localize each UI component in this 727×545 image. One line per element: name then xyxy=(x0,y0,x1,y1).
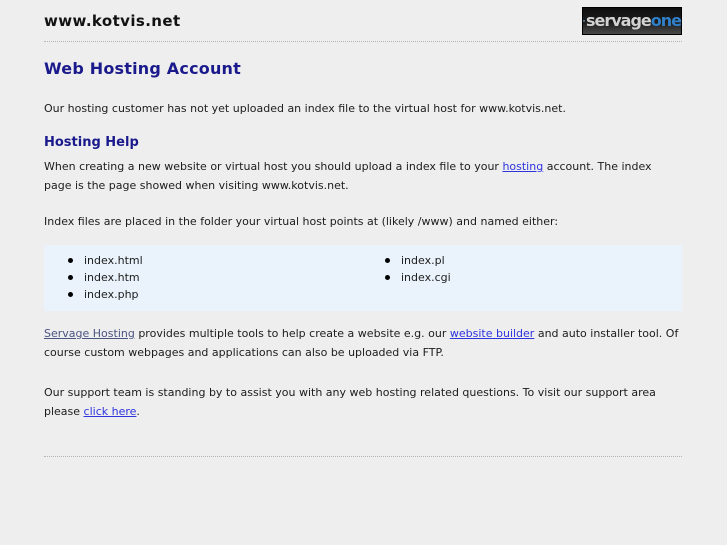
header xyxy=(44,0,682,41)
servage-one-logo[interactable] xyxy=(582,7,682,35)
logo-text-servage: servage xyxy=(585,10,651,30)
index-files-list-right xyxy=(385,252,451,303)
tools-text-middle1: provides multiple tools to help create a website e.g. our xyxy=(134,327,450,340)
bullet-icon xyxy=(68,275,73,280)
bullet-icon xyxy=(385,258,390,263)
hosting-help-heading: Hosting Help xyxy=(44,135,139,150)
file-name: index.pl xyxy=(401,254,445,267)
index-files-box xyxy=(44,245,682,311)
globe-icon xyxy=(583,11,585,31)
servage-hosting-link[interactable]: Servage Hosting xyxy=(44,327,135,340)
tools-text-middle2: and auto installer tool. Of course custom webpages and applications can also be uploaded via FTP. xyxy=(44,327,679,359)
help-text-after: account. The index page is the page showed when visiting www.kotvis.net. xyxy=(44,160,652,192)
click-here-link[interactable]: click here xyxy=(83,405,137,418)
page-title: Web Hosting Account xyxy=(44,59,241,78)
footer-divider xyxy=(44,456,682,457)
header-divider xyxy=(44,41,682,42)
help-text xyxy=(44,157,682,195)
list-item xyxy=(385,269,451,286)
list-item xyxy=(385,252,451,269)
bullet-icon xyxy=(68,292,73,297)
logo-text-one: one xyxy=(650,10,681,30)
index-files-list-left xyxy=(68,252,385,303)
file-name: index.cgi xyxy=(401,271,451,284)
file-name: index.htm xyxy=(84,271,140,284)
support-text xyxy=(44,383,682,421)
list-item xyxy=(68,252,385,269)
bullet-icon xyxy=(385,275,390,280)
intro-text: Our hosting customer has not yet uploaded an index file to the virtual host for www.kotvis.net. xyxy=(44,102,566,115)
hosting-link[interactable]: hosting xyxy=(502,160,544,173)
index-files-intro: Index files are placed in the folder your virtual host points at (likely /www) and named either: xyxy=(44,215,559,228)
help-text-before: When creating a new website or virtual host you should upload a index file to your xyxy=(44,160,503,173)
website-builder-link[interactable]: website builder xyxy=(449,327,535,340)
site-domain-title: www.kotvis.net xyxy=(44,11,181,30)
bullet-icon xyxy=(68,258,73,263)
list-item xyxy=(68,286,385,303)
support-text-after: . xyxy=(136,405,140,418)
file-name: index.php xyxy=(84,288,139,301)
list-item xyxy=(68,269,385,286)
page-container xyxy=(44,0,682,457)
file-name: index.html xyxy=(84,254,143,267)
tools-text xyxy=(44,324,682,362)
support-text-before: Our support team is standing by to assist you with any web hosting related questions. To visit our support area please xyxy=(44,386,656,418)
